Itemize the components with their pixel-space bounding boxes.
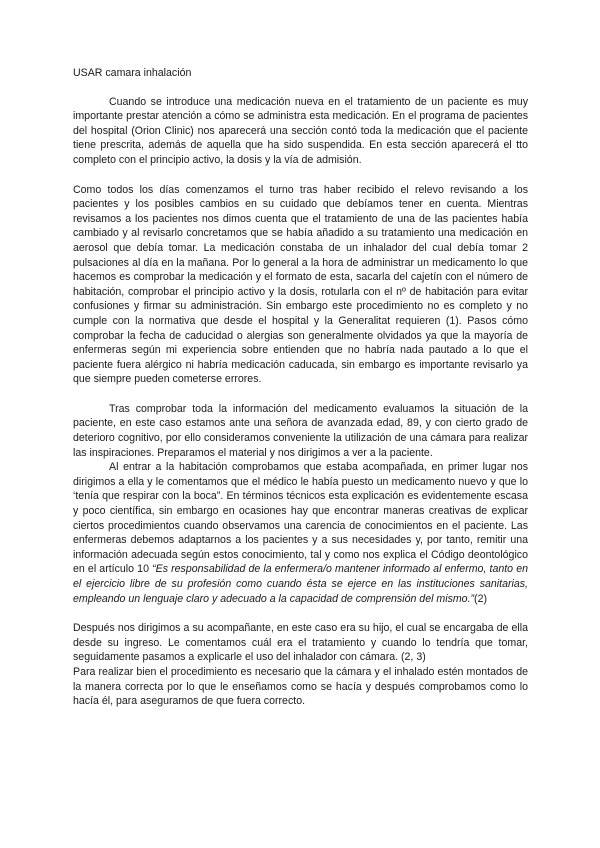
document-title: USAR camara inhalación (73, 67, 192, 79)
paragraph-situation: Como todos los días comenzamos el turno tras haber recibido el relevo revisando a los pacientes y los posibles cambios en su cuidado que debíamos tener en cuenta. Mientras revisamos a los pacientes nos dimos cuenta que el tratamiento de una de las pacientes había cambiado y al revisarlo concretamos que se había añadido a su tratamiento una medicación en aerosol que debía tomar. La medicación constaba de un inhalador del cual debía tomar 2 pulsaciones al día en la mañana. Por lo general a la hora de administrar un medicamento lo que hacemos es comprobar la medicación y el formato de esta, sacarla del cajetín con el número de habitación, comprobar el principio activo y la dosis, rotularla con el nº de habitación para evitar confusiones y firmar su administración. Sin embargo este procedimiento no es completo y no cumple con la normativa que desde el hospital y la Generalitat requieren (1). Pasos cómo comprobar la fecha de caducidad o alergias son generalmente olvidados ya que la mayoría de enfermeras según mi experiencia sobre entienden que no habría nada pautado a lo que el paciente fuera alérgico ni habría medicación caducada, sin embargo es importante revisarlo ya que siempre pueden cometerse errores. (73, 183, 528, 386)
paragraph-procedure: Para realizar bien el procedimiento es necesario que la cámara y el inhalado estén montados de la manera correcta por lo que le enseñamos como se hacía y después comprobamos como lo hacía él, para aseguramos de que fuera correcto. (73, 665, 528, 708)
deontological-code-quote: “Es responsabilidad de la enfermera/o mantener informado al enfermo, tanto en el ejercicio libre de su profesión como cuando ésta se ejerce en las instituciones sanitarias, empleando un lenguaje claro y adecuado a la capacidad de comprensión del mismo.” (73, 563, 528, 605)
document-body (73, 66, 528, 709)
paragraph-companion: Después nos dirigimos a su acompañante, en este caso era su hijo, el cual se encargaba de ella desde su ingreso. Le comentamos cuál era el tratamiento y cuando lo tendría que tomar, seguidamente pasamos a explicarle el uso del inhalador con cámara. (2, 3) (73, 622, 528, 664)
paragraph-patient-explanation-text: Al entrar a la habitación comprobamos que estaba acompañada, en primer lugar nos dirigimos a ella y le comentamos que el médico le había puesto un medicamento nuevo y que lo ‘tenía que respirar con la boca”. En términos técnicos esta explicación es evidentemente escasa y poco científica, sin embargo en ocasiones hay que encontrar maneras creativas de explicar ciertos procedimientos cuando observamos una carencia de conocimientos en el paciente. Las enfermeras debemos adaptarnos a los pacientes y a sus necesidades y, por tanto, remitir una información adecuada según estos conocimiento, tal y como nos explica el Código deontológico en el artículo 10 (73, 461, 528, 576)
citation-reference: (2) (474, 592, 487, 605)
paragraph-patient-explanation (73, 460, 528, 606)
paragraph-evaluation: Tras comprobar toda la información del medicamento evaluamos la situación de la paciente, en este caso estamos ante una señora de avanzada edad, 89, y con cierto grado de deterioro cognitivo, por ello consideramos conveniente la utilización de una cámara para realizar las inspiraciones. Preparamos el material y nos dirigimos a ver a la paciente. (73, 402, 528, 459)
paragraph-intro: Cuando se introduce una medicación nueva en el tratamiento de un paciente es muy importante prestar atención a cómo se administra esta medicación. En el programa de pacientes del hospital (Orion Clinic) nos aparecerá una sección contó toda la medicación que el paciente tiene prescrita, además de aquella que ha sido suspendida. En esta sección aparecerá el tto completo con el principio activo, la dosis y la vía de admisión. (73, 95, 528, 166)
